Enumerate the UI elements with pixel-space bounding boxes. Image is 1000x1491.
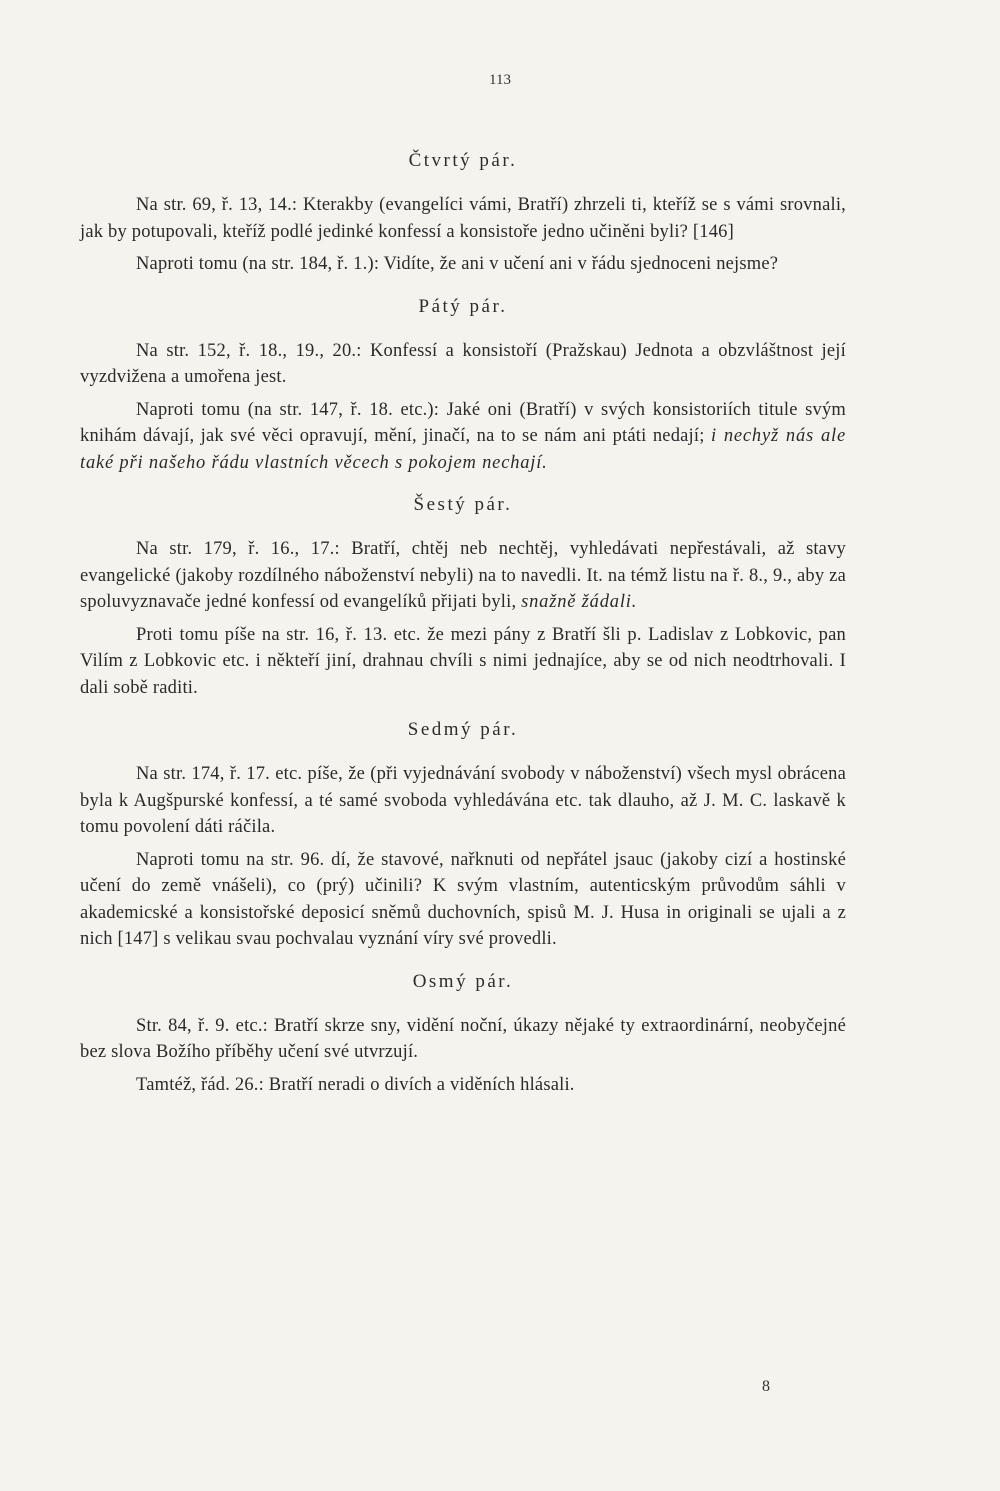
section-sesty-par [80,494,846,701]
italic-emphasis: snažně žádali. [521,592,638,612]
section-heading: Čtvrtý pár. [408,150,518,171]
paragraph: Na str. 174, ř. 17. etc. píše, že (při vyjednávání svobody v náboženství) všech mysl obrácena byla k Augšpurské konfessí, a té samé svoboda vyhledávána etc. tak dlauho, až J. M. C. laskavě k tomu povolení dáti ráčila. [80,764,846,837]
paragraph: Na str. 69, ř. 13, 14.: Kterakby (evangelíci vámi, Bratří) zhrzeli ti, kteříž se s vámi srovnali, jak by potupovali, kteříž podlé jedinké konfessí a konsistoře jedno učiněni byli? [146] [80,195,846,242]
paragraph: Tamtéž, řád. 26.: Bratří neradi o divích a viděních hlásali. [136,1074,575,1095]
section-ctvrty-par [80,150,846,278]
section-osmy-par [80,971,846,1099]
italic-emphasis: i nechyž nás ale také při našeho řádu vlastních věcech s pokojem nechají. [80,426,846,473]
section-heading: Sedmý pár. [407,719,519,740]
section-paty-par [80,296,846,477]
section-heading: Šestý pár. [413,494,513,515]
page-body [80,150,846,1104]
paragraph: Proti tomu píše na str. 16, ř. 13. etc. že mezi pány z Bratří šli p. Ladislav z Lobkovic, pan Vilím z Lobkovic etc. i někteří jiní, drahnau chvíli s nimi jednajíce, aby se od nich neodtrhovali. I dali sobě raditi. [80,624,846,698]
signature-mark: 8 [762,1378,770,1395]
page-number: 113 [489,72,511,88]
paragraph: Naproti tomu (na str. 184, ř. 1.): Vidíte, že ani v učení ani v řádu sjednoceni nejsme? [136,254,779,274]
section-heading: Osmý pár. [412,970,514,992]
paragraph: Str. 84, ř. 9. etc.: Bratří skrze sny, vidění noční, úkazy nějaké ty extraordinární, neobyčejné bez slova Božího příběhy učení své utvrzují. [80,1015,846,1062]
paragraph: Na str. 152, ř. 18., 19., 20.: Konfessí a konsistoří (Pražskau) Jednota a obzvláštnost její vyzdvižena a umořena jest. [80,340,846,387]
section-heading: Pátý pár. [418,295,508,317]
paragraph: Naproti tomu (na str. 147, ř. 18. etc.): Jaké oni (Bratří) v svých konsistoriích titule svým knihám dávají, jak své věci opravují, mění, jinačí, na to se nám ani ptáti nedají; i nechyž nás ale také při našeho řádu vlastních věcech s pokojem nechají. [80,399,846,473]
paragraph: Naproti tomu na str. 96. dí, že stavové, nařknuti od nepřátel jsauc (jakoby cizí a hostinské učení do země vnášeli), co (prý) učinili? K svým vlastním, autenticským průvodům sáhli v akademicské a konsistořské deposicí sněmů duchovních, spisů M. J. Husa in originali se ujali a z nich [147] s velikau svau pochvalau vyznání víry své provedli. [80,849,846,949]
section-sedmy-par [80,719,846,953]
paragraph: Na str. 179, ř. 16., 17.: Bratří, chtěj neb nechtěj, vyhledávati nepřestávali, až stavy evangelické (jakoby rozdílného náboženství nebyli) na to navedli. It. na témž listu na ř. 8., 9., aby za spoluvyznavače jedné konfessí od evangelíků přijati byli, snažně žádali. [80,539,846,612]
